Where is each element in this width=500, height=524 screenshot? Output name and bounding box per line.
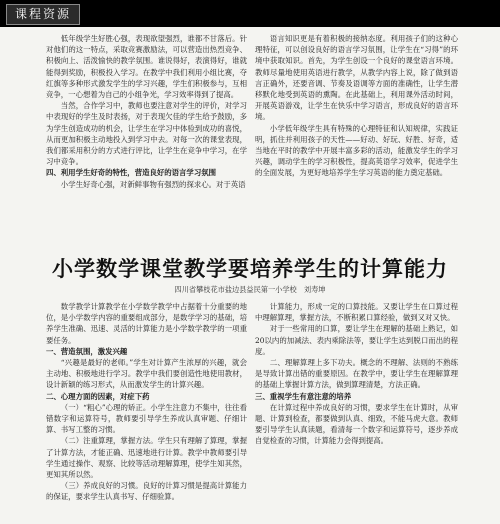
section-heading: 二、心理方面的因素，对症下药 xyxy=(46,391,150,401)
article-top-right-column xyxy=(255,33,458,255)
paragraph: 当然，合作学习中，教师也要注意对学生的评价，对学习中表现好的学生及时表扬，对于表现欠佳的学生给予鼓励，多为学生创造成功的机会，让学生在学习中体验到成功的喜悦，从而更加积极主动地投入到学习中去。对每一次的课堂表现，我们都采用积分的方式进行评比，让学生在竞争中学习，在学习中竞争。 xyxy=(46,101,247,167)
paragraph: 计算能力，形成一定的口算技能。又要让学生在口算过程中理解算理，掌握方法，不断积累口算经验，做到又对又快。 xyxy=(255,302,458,323)
paragraph: 二、理解算理上多下功夫。概念的不理解、法则的不熟练是导致计算出错的重要原因。在教学中，要让学生在理解算理的基础上掌握计算方法，做到算理清楚，方法正确。 xyxy=(255,358,458,390)
paragraph: （一）“粗心”心理的矫正。小学生注意力不集中，往往看错数字和运算符号，教师要引导学生养成认真审题、仔细计算、书写工整的习惯。 xyxy=(46,402,247,435)
article-bottom-left-column xyxy=(46,301,247,521)
section-heading: 三、重视学生有意注意的培养 xyxy=(255,391,352,401)
paragraph: 在计算过程中养成良好的习惯，要求学生在计算时，从审题、计算到检查，都要做到认真、细致，不能马虎大意。教师要引导学生认真读题，看清每一个数字和运算符号，逐步养成自觉检查的习惯，计算能力会得到提高。 xyxy=(255,402,458,446)
paragraph: 语言知识更是有着积极的接纳态度。利用孩子们的这种心理特征，可以创设良好的语言学习氛围，让学生在“习得”的环境中获取知识。首先，为学生创设一个良好的课堂语言环境。教师尽量地使用英语进行教学，从教学内容上说，除了做到语言正确外，还要音调、节奏及语调等方面的准确性，让学生潜移默化地受到英语的熏陶。在此基础上，利用课外活动时间，开展英语游戏，让学生在快乐中学习语言，形成良好的语言环境。 xyxy=(255,34,458,122)
section-heading: 四、利用学生好奇的特性，营造良好的语言学习氛围 xyxy=(46,168,216,178)
paragraph: 小学低年级学生具有特殊的心理特征和认知规律，实践证明，抓住并利用孩子的天性——好动、好玩、好胜、好奇，适当地在平时的教学中开展丰富多彩的活动，能激发学生的学习兴趣，调动学生的学习积极性，提高英语学习效率，促进学生的全面发展，为更好地培养学生学习英语的能力奠定基础。 xyxy=(255,123,458,178)
paragraph: 小学生好奇心强，对新鲜事物有强烈的探求心。对于英语 xyxy=(60,179,246,189)
article-title: 小学数学课堂教学要培养学生的计算能力 xyxy=(52,257,448,281)
section-banner xyxy=(0,0,500,27)
paragraph: “兴趣是最好的老师。”学生对计算产生浓厚的兴趣，就会主动地、积极地进行学习。教学中我们要创造性地使用教材，设计新颖的练习形式，从而激发学生的计算兴趣。 xyxy=(46,358,247,390)
article-byline: 四川省攀枝花市盐边县益民第一小学校 刘寿坤 xyxy=(174,285,326,294)
paragraph: 低年级学生好胜心强，表现欲望强烈，谁都不甘落后。针对他们的这一特点，采取竞赛激励法，可以营造出热烈竞争、积极向上、活泼愉快的教学氛围。谁说得好，表演得好，谁就能得到奖励，积极投入学习。在教学中我们利用小组比赛，夺红旗等多种形式激发学生的学习兴趣，学生们积极参与，互相竞争，一心想着为自己的小组争光，学习效率得到了提高。 xyxy=(46,34,247,100)
paragraph: 对于一些常用的口算，要让学生在理解的基础上熟记，如20以内的加减法、表内乘除法等，要让学生达到脱口而出的程度。 xyxy=(255,324,458,356)
article-top-left-column xyxy=(46,33,247,255)
paragraph: （三）养成良好的习惯。良好的计算习惯是提高计算能力的保证，要求学生认真书写、仔细验算。 xyxy=(46,481,247,502)
section-label: 课程资源 xyxy=(6,4,80,25)
paragraph: （二）注重算理，掌握方法。学生只有理解了算理，掌握了计算方法，才能正确、迅速地进行计算。教学中教师要引导学生通过操作、观察、比较等活动理解算理，使学生知其然，更知其所以然。 xyxy=(46,436,247,480)
section-heading: 一、营造氛围，激发兴趣 xyxy=(46,346,128,356)
paragraph: 数学教学计算教学在小学数学教学中占据着十分重要的地位，是小学数学内容的重要组成部分，是数学学习的基础，培养学生准确、迅速、灵活的计算能力是小学数学教学的一项重要任务。 xyxy=(46,302,247,345)
article-bottom-right-column xyxy=(255,301,458,521)
